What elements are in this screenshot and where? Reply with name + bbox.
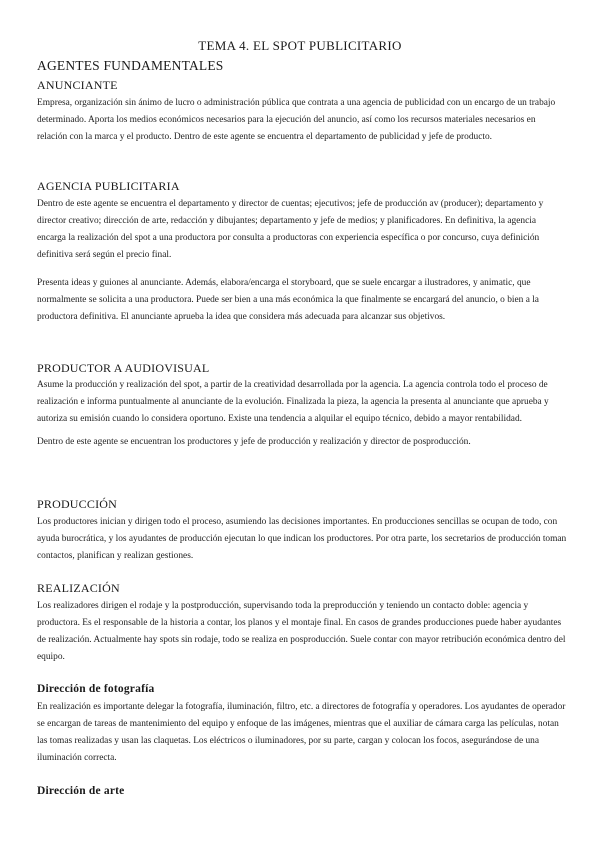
heading-direccion-arte: Dirección de arte	[37, 785, 125, 797]
paragraph-realizacion: Los realizadores dirigen el rodaje y la postproducción, supervisando toda la preproducción y teniendo un contacto doble: agencia y productora. Es el responsable de la historia a contar, los planos y el montaje final. En casos de grandes producciones puede haber ayudantes de realización. Actualmente hay spots sin rodaje, todo se realiza en posproducción. Suele contar con mayor retribución económica dentro del equipo.	[37, 601, 566, 662]
heading-agencia-publicitaria: AGENCIA PUBLICITARIA	[37, 179, 180, 193]
heading-direccion-fotografia: Dirección de fotografía	[37, 683, 155, 695]
document-title: TEMA 4. EL SPOT PUBLICITARIO	[198, 38, 402, 53]
paragraph-agencia-1: Dentro de este agente se encuentra el departamento y director de cuentas; ejecutivos; jefe de producción av (producer); departamento y director creativo; dirección de arte, redacción y dibujantes; departamento y jefe de medios; y planificadores. En definitiva, la agencia encarga la realización del spot a una productora por consulta a productoras con experiencia específica o por concurso, cuya definición definitiva será según el precio final.	[37, 199, 544, 260]
heading-anunciante: ANUNCIANTE	[37, 78, 118, 92]
paragraph-agencia-2: Presenta ideas y guiones al anunciante. Además, elabora/encarga el storyboard, que se suele encargar a ilustradores, y animatic, que normalmente se solicita a una productora. Puede ser bien a una más económica la que finalmente se encargará del anuncio, o bien a la productora definitiva. El anunciante aprueba la idea que considera más adecuada para alcanzar sus objetivos.	[37, 278, 539, 322]
paragraph-produccion: Los productores inician y dirigen todo el proceso, asumiendo las decisiones importantes. En producciones sencillas se ocupan de todo, con ayuda burocrática, y los ayudantes de producción ejecutan lo que indican los productores. Por otra parte, los secretarios de producción toman contactos, planifican y realizan gestiones.	[37, 517, 567, 561]
heading-productora-audiovisual: PRODUCTOR A AUDIOVISUAL	[37, 361, 210, 375]
heading-produccion: PRODUCCIÓN	[37, 497, 118, 511]
paragraph-direccion-fotografia: En realización es importante delegar la fotografía, iluminación, filtro, etc. a directores de fotografía y operadores. Los ayudantes de operador se encargan de tareas de mantenimiento del equipo y enfoque de las imágenes, mientras que el auxiliar de cámara carga las películas, notan las tomas realizadas y usan las claquetas. Los eléctricos o iluminadores, por su parte, cargan y colocan los focos, asegurándose de una iluminación correcta.	[37, 702, 566, 763]
heading-realizacion: REALIZACIÓN	[37, 581, 120, 595]
section-heading-agentes: AGENTES FUNDAMENTALES	[37, 58, 224, 73]
paragraph-productora-2: Dentro de este agente se encuentran los productores y jefe de producción y realización y director de posproducción.	[37, 437, 471, 447]
paragraph-productora-1: Asume la producción y realización del spot, a partir de la creatividad desarrollada por la agencia. La agencia controla todo el proceso de realización e informa puntualmente al anunciante de la evolución. Finalizada la pieza, la agencia la presenta al anunciante que aprueba y autoriza su emisión cuando lo considera oportuno. Existe una tendencia a alquilar el equipo técnico, debido a mayor rentabilidad.	[37, 380, 549, 424]
paragraph-anunciante: Empresa, organización sin ánimo de lucro o administración pública que contrata a una agencia de publicidad con un encargo de un trabajo determinado. Aporta los medios económicos necesarios para la ejecución del anuncio, así como los recursos materiales necesarios en relación con la marca y el producto. Dentro de este agente se encuentra el departamento de publicidad y jefe de producto.	[37, 98, 556, 142]
